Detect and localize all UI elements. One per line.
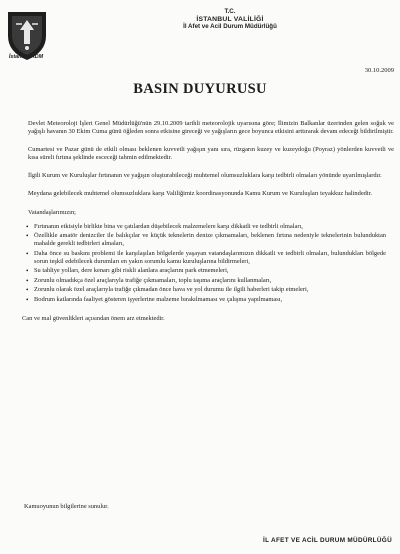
- paragraph-5: Vatandaşlarımızın;: [28, 208, 76, 216]
- letterhead: [140, 8, 320, 31]
- document-body: [0, 120, 400, 323]
- closing-line: Kamuoyunun bilgilerine sunulur.: [24, 503, 109, 510]
- signature-block: İL AFET VE ACİL DURUM MÜDÜRLÜĞÜ: [263, 537, 392, 544]
- paragraph-3: İlgili Kurum ve Kuruluşlar fırtınanın ve yağışın oluşturabileceği muhtemel olumsuzluklara karşı tedbirli olmaları yönünde uyarılmışlardır.: [28, 172, 382, 180]
- precaution-list: [0, 223, 400, 304]
- header-line-valilik: İSTANBUL VALİLİĞİ: [196, 15, 264, 23]
- header-line-tc: T.C.: [224, 8, 236, 15]
- paragraph-2: Cumartesi ve Pazar günü de etkili olması beklenen kuvvetli yağışın yanı sıra, rüzgarın kuzey ve kuzeydoğu (Poyraz) yönlerden kuvvetli ve kısa süreli fırtına şeklinde esceceği tahmin edilmektedir.: [28, 146, 394, 162]
- document-date: 30.10.2009: [364, 67, 394, 74]
- document-title: BASIN DUYURUSU: [133, 81, 267, 97]
- list-item: • Su tahliye yolları, dere kenarı gibi riskli alanlara araçlarını park etmemeleri,: [34, 267, 386, 275]
- list-item: • Zorunlu olarak özel araçlarıyla trafiğe çıkmadan önce hava ve yol durumu ile ilgili haberleri takip etmeleri,: [34, 286, 386, 294]
- list-item: • Özellikle amatör denizciler ile balıkçılar ve küçük teknelerin denize çıkmamaları, beklenen fırtına nedeniyle teknelerinin bulunduktan mahalde gerekli tedbirleri almaları,: [34, 232, 386, 248]
- paragraph-1: Devlet Meteoroloji İşleri Genel Müdürlüğü'nün 29.10.2009 tarihli meteorolojik uyarısına göre; İlimizin Balkanlar üzerinden gelen soğuk ve yağışlı havanın 30 Ekim Cuma günü öğleden sonra etkisine gireceği ve yağışların gece boyunca etkisini arttırarak devam edeceği bildirilmiştir.: [28, 120, 394, 136]
- paragraph-6: Can ve mal güvenlikleri açısından önem arz etmektedir.: [22, 315, 165, 323]
- list-item: • Bodrum katlarında faaliyet gösteren işyerlerine malzeme bırakılmaması ve çalışma yapılmaması,: [34, 296, 386, 304]
- header-line-mudurluk: İl Afet ve Acil Durum Müdürlüğü: [183, 23, 277, 31]
- logo-caption: İstanbul ADM: [8, 54, 44, 60]
- list-item: • Zorunlu olmadıkça özel araçlarıyla trafiğe çıkmamaları, toplu taşıma araçlarını kullanmaları,: [34, 277, 386, 285]
- list-item: • Daha önce su baskını problemi ile karşılaşılan bölgelerde yaşayan vatandaşlarımızın dikkatli ve tedbirli olmaları, bulundukları bölgede sorun teşkil edebilecek durumları en yakın sorumlu kamu kuruluşlarına bildirmeleri,: [34, 250, 386, 266]
- list-item: • Fırtınanın etkisiyle birlikte bina ve çatılardan düşebilecek malzemelere karşı dikkatli ve tedbirli olmaları,: [34, 223, 386, 231]
- paragraph-4: Meydana gelebilecek muhtemel olumsuzluklara karşı Valiliğimiz koordinasyonunda Kamu Kurum ve Kuruluşları teyakkuz halindedir.: [28, 190, 372, 198]
